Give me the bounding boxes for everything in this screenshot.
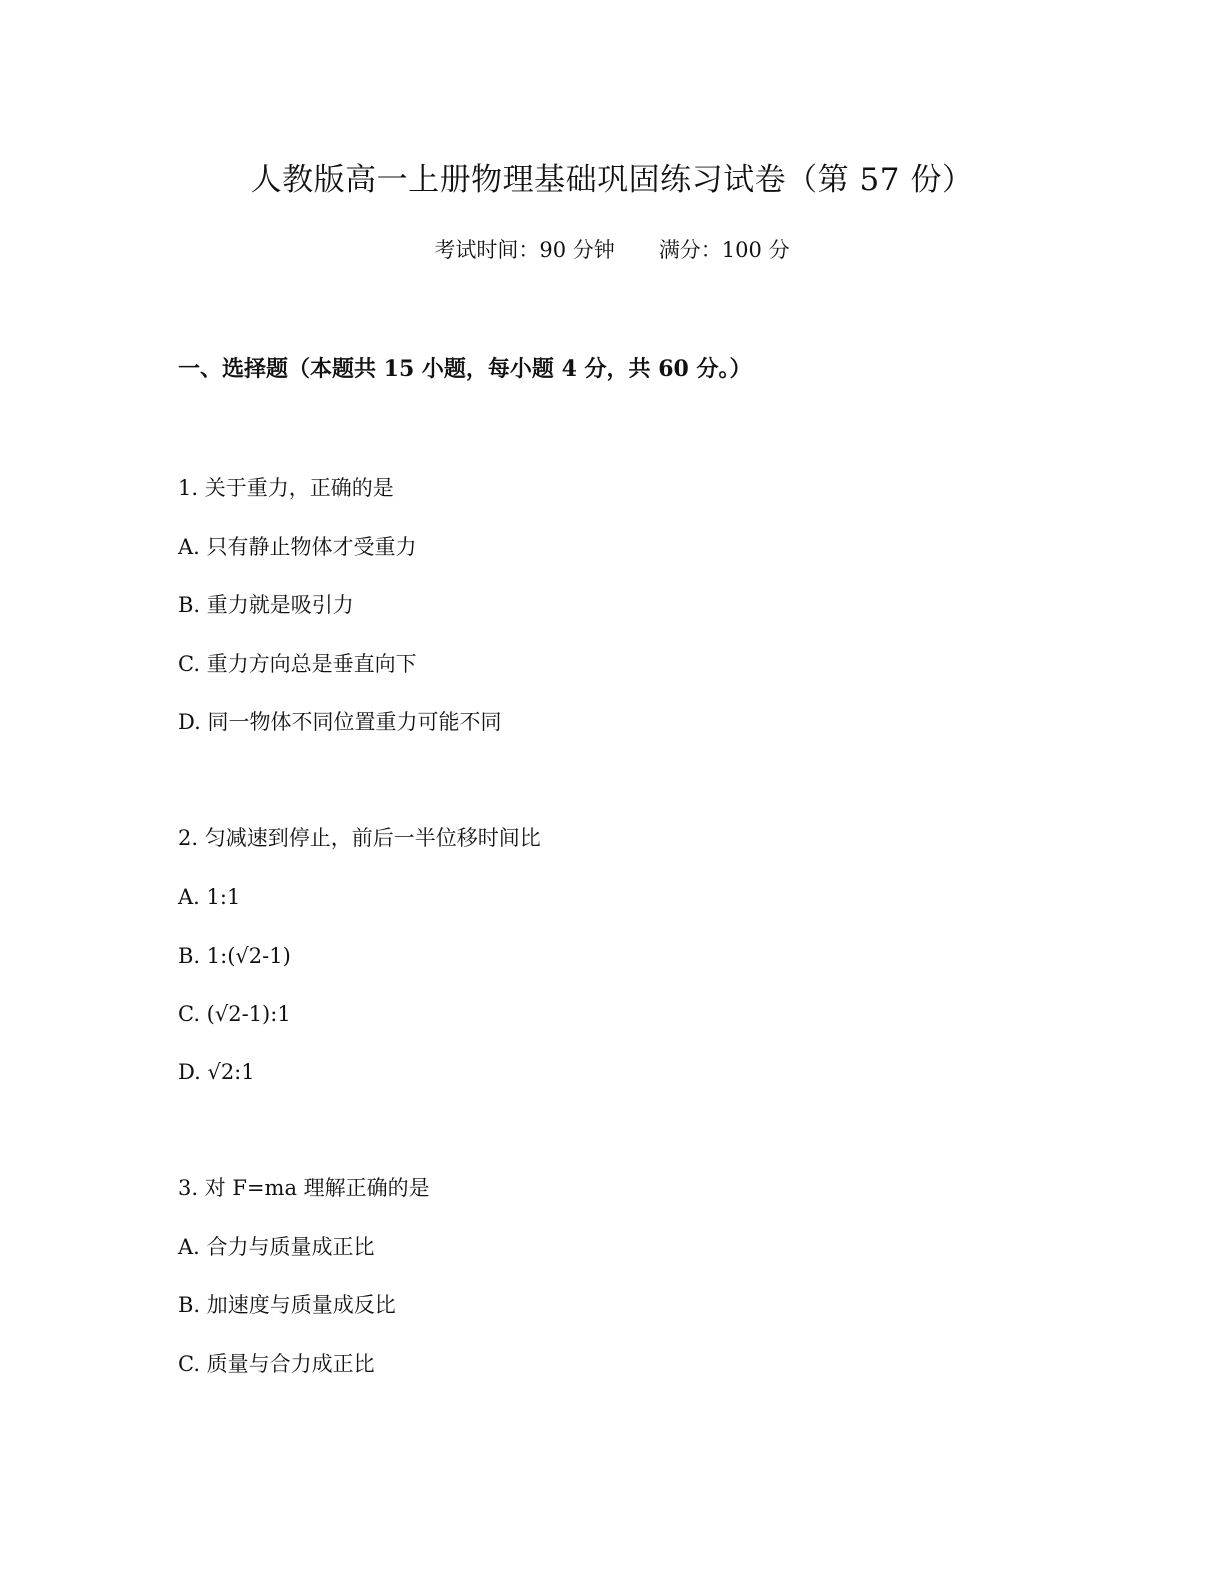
question-stem: 2. 匀减速到停止，前后一半位移时间比	[178, 826, 541, 850]
question-option: B. 加速度与质量成反比	[178, 1293, 396, 1317]
exam-info	[0, 234, 1224, 266]
question-option: C. 重力方向总是垂直向下	[178, 652, 417, 676]
question-option: C. (√2-1):1	[178, 1002, 291, 1026]
question-option: A. 合力与质量成正比	[178, 1235, 375, 1259]
section-heading: 一、选择题（本题共 15 小题，每小题 4 分，共 60 分。）	[178, 356, 752, 382]
question-option: D. 同一物体不同位置重力可能不同	[178, 710, 502, 734]
question-option: B. 重力就是吸引力	[178, 593, 354, 617]
question-stem: 1. 关于重力，正确的是	[178, 476, 394, 500]
question-option: D. √2:1	[178, 1060, 255, 1084]
question-option: A. 1:1	[178, 885, 241, 909]
page-title: 人教版高一上册物理基础巩固练习试卷（第 57 份）	[250, 162, 974, 198]
question-option: B. 1:(√2-1)	[178, 944, 291, 968]
exam-full-score: 满分：100 分	[658, 238, 790, 262]
question-stem: 3. 对 F=ma 理解正确的是	[178, 1176, 430, 1200]
question-option: C. 质量与合力成正比	[178, 1352, 375, 1376]
exam-time: 考试时间：90 分钟	[434, 238, 615, 262]
question-option: A. 只有静止物体才受重力	[178, 535, 417, 559]
